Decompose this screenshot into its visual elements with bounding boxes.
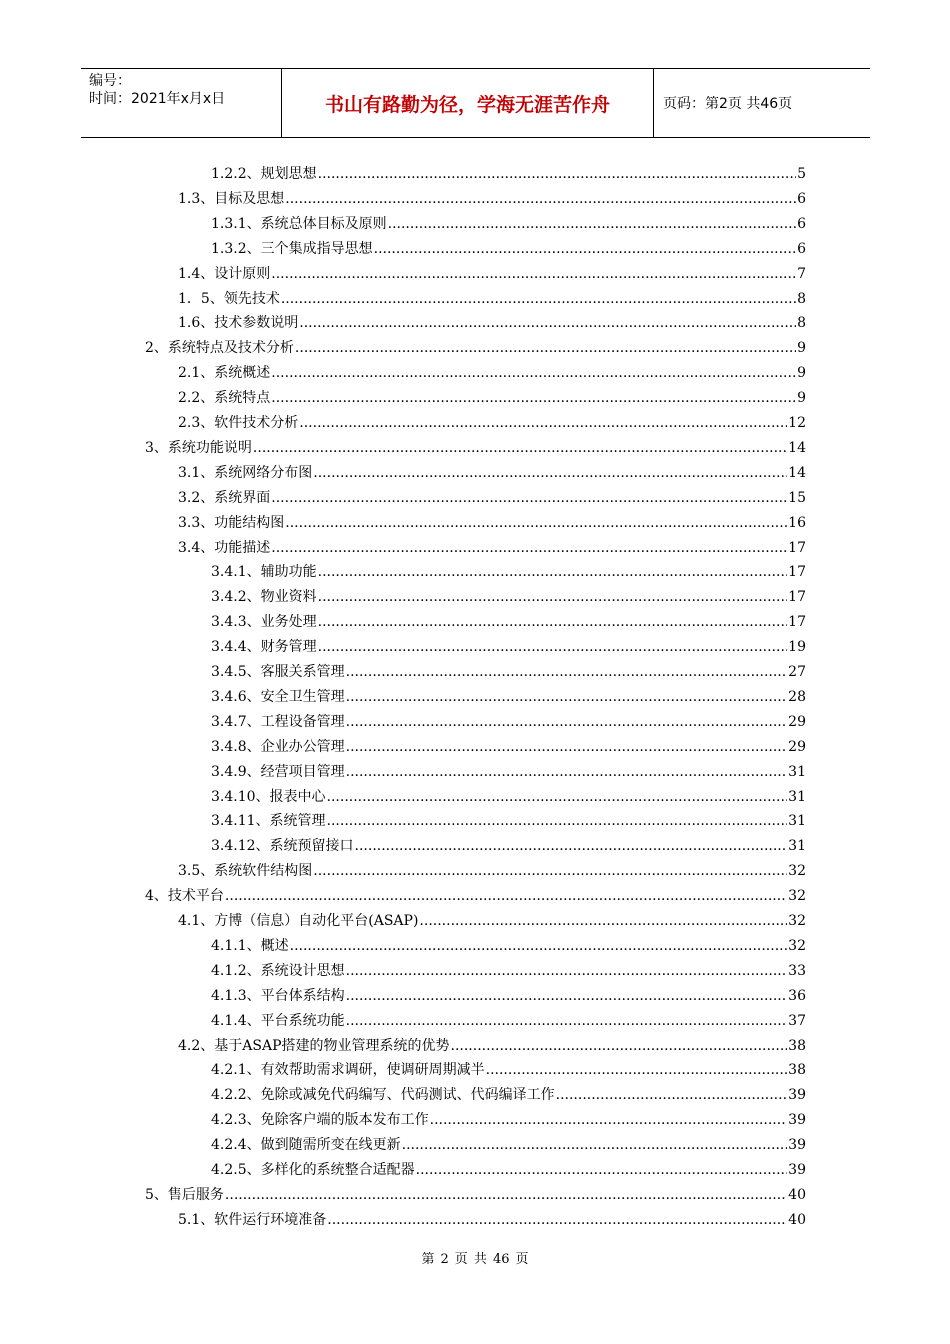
toc-dot-leader (295, 339, 796, 357)
toc-entry-title: 4.1.2、系统设计思想 (211, 962, 345, 979)
toc-entry-title: 4.1.1、概述 (211, 937, 289, 954)
toc-dot-leader (346, 663, 788, 681)
toc-entry-page: 31 (788, 838, 806, 855)
toc-dot-leader (313, 862, 787, 880)
toc-entry-title: 4.2.2、免除或减免代码编写、代码测试、代码编译工作 (211, 1087, 555, 1104)
toc-dot-leader (388, 215, 796, 233)
toc-entry-page: 32 (788, 888, 806, 905)
toc-entry[interactable] (211, 1054, 806, 1079)
toc-dot-leader (346, 738, 788, 756)
footer-total-pages: 46 (492, 1252, 510, 1267)
toc-entry-page: 19 (788, 639, 806, 656)
toc-entry-page: 37 (788, 1012, 806, 1029)
toc-entry-title: 3.1、系统网络分布图 (178, 464, 313, 481)
toc-entry-page: 38 (788, 1037, 806, 1054)
toc-entry-page: 32 (788, 913, 806, 929)
toc-entry-title: 3.4.3、业务处理 (211, 614, 317, 631)
toc-entry[interactable] (178, 855, 806, 880)
toc-entry[interactable] (211, 830, 806, 855)
toc-entry-page: 6 (797, 215, 806, 232)
toc-entry-page: 15 (788, 489, 806, 506)
toc-dot-leader (271, 539, 787, 557)
toc-entry-page: 40 (788, 1211, 806, 1228)
toc-dot-leader (318, 563, 788, 581)
toc-entry[interactable] (211, 233, 806, 258)
toc-entry-title: 4、技术平台 (145, 888, 224, 905)
toc-entry-page: 17 (788, 564, 806, 581)
toc-entry[interactable] (178, 283, 806, 308)
toc-entry[interactable] (211, 556, 806, 581)
toc-entry[interactable] (211, 1129, 806, 1154)
footer-suffix: 页 (515, 1252, 529, 1267)
toc-dot-leader (355, 837, 788, 855)
toc-dot-leader (271, 489, 787, 507)
toc-entry-page: 8 (797, 290, 806, 307)
toc-entry[interactable] (211, 1005, 806, 1030)
toc-dot-leader (430, 1111, 788, 1129)
toc-dot-leader (225, 1186, 787, 1204)
toc-entry[interactable] (211, 631, 806, 656)
toc-entry-page: 8 (797, 315, 806, 332)
header-meta (81, 69, 282, 137)
toc-entry-title: 3.4.6、安全卫生管理 (211, 688, 345, 705)
toc-dot-leader (374, 240, 796, 258)
toc-entry[interactable] (211, 158, 806, 183)
toc-entry-page: 9 (797, 340, 806, 357)
toc-entry-page: 39 (788, 1137, 806, 1154)
toc-entry-page: 9 (797, 365, 806, 382)
toc-dot-leader (318, 588, 788, 606)
toc-dot-leader (346, 713, 788, 731)
toc-entry-title: 2.3、软件技术分析 (178, 415, 299, 431)
toc-entry-title: 4.1、方博（信息）自动化平台(ASAP) (178, 913, 419, 929)
toc-entry-title: 3.4.1、辅助功能 (211, 564, 317, 581)
toc-entry-page: 29 (788, 738, 806, 755)
toc-dot-leader (346, 962, 788, 980)
toc-entry-page: 39 (788, 1112, 806, 1129)
toc-dot-leader (299, 314, 796, 332)
toc-dot-leader (486, 1061, 788, 1079)
toc-entry[interactable] (145, 1179, 806, 1204)
toc-entry[interactable] (178, 382, 806, 407)
toc-entry-title: 1.3.2、三个集成指导思想 (211, 240, 373, 257)
toc-entry[interactable] (211, 1079, 806, 1104)
toc-dot-leader (419, 912, 787, 930)
toc-entry-page: 33 (788, 962, 806, 979)
toc-entry-title: 3.4.9、经营项目管理 (211, 763, 345, 780)
toc-dot-leader (285, 514, 787, 532)
toc-entry-page: 17 (788, 614, 806, 631)
toc-entry-page: 17 (788, 589, 806, 606)
toc-entry[interactable] (178, 1204, 806, 1229)
toc-dot-leader (451, 1037, 788, 1055)
toc-entry-title: 1.4、设计原则 (178, 265, 271, 282)
toc-entry-page: 5 (797, 166, 806, 182)
toc-entry-title: 5、售后服务 (145, 1186, 224, 1203)
toc-entry[interactable] (178, 258, 806, 283)
toc-entry-page: 14 (788, 439, 806, 456)
doc-number-label: 编号： (89, 73, 131, 89)
toc-entry[interactable] (178, 407, 806, 432)
toc-dot-leader (416, 1161, 788, 1179)
toc-entry[interactable] (211, 208, 806, 233)
toc-entry[interactable] (211, 955, 806, 980)
toc-entry-title: 3.2、系统界面 (178, 489, 271, 506)
toc-entry-title: 3.5、系统软件结构图 (178, 863, 313, 880)
toc-dot-leader (290, 937, 788, 955)
toc-entry[interactable] (178, 507, 806, 532)
toc-entry[interactable] (145, 332, 806, 357)
toc-entry-title: 1．5、领先技术 (178, 290, 280, 307)
toc-entry[interactable] (211, 805, 806, 830)
toc-entry-page: 38 (788, 1062, 806, 1079)
toc-dot-leader (281, 290, 796, 308)
toc-entry-page: 16 (788, 514, 806, 531)
toc-dot-leader (346, 688, 788, 706)
toc-dot-leader (271, 364, 796, 382)
toc-dot-leader (299, 414, 787, 432)
toc-dot-leader (313, 464, 787, 482)
toc-entry-page: 32 (788, 937, 806, 954)
toc-entry[interactable] (211, 781, 806, 806)
footer-page-number: 2 (440, 1252, 449, 1267)
toc-entry-title: 3.4.7、工程设备管理 (211, 713, 345, 730)
header-motto: 书山有路勤为径，学海无涯苦作舟 (282, 69, 654, 137)
toc-entry-page: 12 (788, 415, 806, 431)
toc-entry[interactable] (178, 457, 806, 482)
toc-entry[interactable] (145, 880, 806, 905)
toc-entry-title: 4.2.1、有效帮助需求调研，使调研周期减半 (211, 1062, 485, 1079)
toc-entry-title: 3.3、功能结构图 (178, 514, 285, 531)
toc-dot-leader (271, 389, 796, 407)
footer-prefix: 第 (421, 1252, 435, 1267)
toc-entry-page: 39 (788, 1087, 806, 1104)
footer-middle: 页 共 (454, 1252, 487, 1267)
toc-dot-leader (346, 987, 788, 1005)
page-footer (0, 1248, 950, 1267)
toc-entry-title: 3.4.4、财务管理 (211, 639, 317, 656)
toc-entry-title: 1.3.1、系统总体目标及原则 (211, 215, 387, 232)
toc-entry[interactable] (211, 930, 806, 955)
toc-entry-title: 2.2、系统特点 (178, 390, 271, 407)
toc-entry-title: 3.4.10、报表中心 (211, 788, 326, 805)
toc-entry-page: 14 (788, 464, 806, 481)
toc-entry-title: 1.3、目标及思想 (178, 190, 285, 207)
toc-entry[interactable] (211, 756, 806, 781)
toc-entry[interactable] (211, 606, 806, 631)
toc-entry-page: 39 (788, 1162, 806, 1178)
toc-entry-page: 6 (797, 190, 806, 207)
toc-entry[interactable] (178, 1030, 806, 1055)
toc-entry-page: 32 (788, 863, 806, 880)
toc-entry-page: 29 (788, 713, 806, 730)
toc-dot-leader (327, 788, 788, 806)
toc-entry-title: 4.2.4、做到随需所变在线更新 (211, 1137, 401, 1154)
toc-entry-title: 4.2.5、多样化的系统整合适配器 (211, 1162, 415, 1178)
toc-entry-title: 2、系统特点及技术分析 (145, 340, 294, 357)
toc-entry-page: 6 (797, 240, 806, 257)
doc-time-label: 时间：2021年x月x日 (89, 91, 226, 107)
toc-dot-leader (271, 265, 796, 283)
toc-entry-page: 31 (788, 788, 806, 805)
toc-entry-title: 4.2、基于ASAP搭建的物业管理系统的优势 (178, 1037, 450, 1054)
toc-dot-leader (402, 1136, 788, 1154)
toc-entry[interactable] (211, 1154, 806, 1179)
toc-dot-leader (327, 812, 788, 830)
toc-dot-leader (318, 613, 788, 631)
toc-entry-title: 2.1、系统概述 (178, 365, 271, 382)
toc-entry-page: 31 (788, 813, 806, 830)
toc-entry[interactable] (178, 357, 806, 382)
toc-entry-title: 3.4.5、客服关系管理 (211, 664, 345, 680)
toc-dot-leader (285, 190, 796, 208)
toc-entry[interactable] (211, 731, 806, 756)
toc-dot-leader (346, 1012, 788, 1030)
toc-entry-title: 3、系统功能说明 (145, 439, 252, 456)
toc-entry-page: 9 (797, 390, 806, 407)
toc-dot-leader (327, 1211, 787, 1229)
toc-entry[interactable] (178, 482, 806, 507)
toc-entry-title: 4.1.3、平台体系结构 (211, 987, 345, 1004)
toc-entry[interactable] (178, 307, 806, 332)
toc-entry-title: 4.2.3、免除客户端的版本发布工作 (211, 1112, 429, 1129)
toc-entry-title: 3.4.2、物业资料 (211, 589, 317, 606)
toc-entry-page: 27 (788, 664, 806, 680)
toc-entry-title: 4.1.4、平台系统功能 (211, 1012, 345, 1029)
toc-entry[interactable] (145, 432, 806, 457)
toc-entry-title: 3.4.12、系统预留接口 (211, 838, 354, 855)
toc-entry-title: 3.4.11、系统管理 (211, 813, 326, 830)
toc-entry-page: 36 (788, 987, 806, 1004)
toc-entry[interactable] (211, 681, 806, 706)
toc-entry-page: 31 (788, 763, 806, 780)
toc-dot-leader (346, 763, 788, 781)
toc-entry[interactable] (211, 581, 806, 606)
toc-entry-page: 17 (788, 539, 806, 556)
toc-dot-leader (318, 165, 796, 183)
toc-entry[interactable] (211, 980, 806, 1005)
toc-entry-page: 40 (788, 1186, 806, 1203)
toc-entry[interactable] (211, 1104, 806, 1129)
toc-entry-title: 1.6、技术参数说明 (178, 315, 299, 332)
toc-entry[interactable] (211, 706, 806, 731)
toc-entry-page: 7 (797, 265, 806, 282)
toc-entry-title: 3.4.8、企业办公管理 (211, 738, 345, 755)
toc-dot-leader (225, 887, 787, 905)
header-page-info: 页码：第2页 共46页 (663, 96, 793, 112)
toc-entry-page: 28 (788, 688, 806, 705)
toc-entry[interactable] (178, 183, 806, 208)
toc-dot-leader (318, 638, 788, 656)
toc-dot-leader (556, 1086, 788, 1104)
toc-entry[interactable] (211, 656, 806, 681)
page-header (81, 68, 870, 138)
toc-entry[interactable] (178, 905, 806, 930)
toc-entry[interactable] (178, 532, 806, 557)
toc-entry-title: 5.1、软件运行环境准备 (178, 1211, 327, 1228)
toc-dot-leader (253, 439, 787, 457)
toc-entry-title: 3.4、功能描述 (178, 539, 271, 556)
toc-entry-title: 1.2.2、规划思想 (211, 166, 317, 182)
